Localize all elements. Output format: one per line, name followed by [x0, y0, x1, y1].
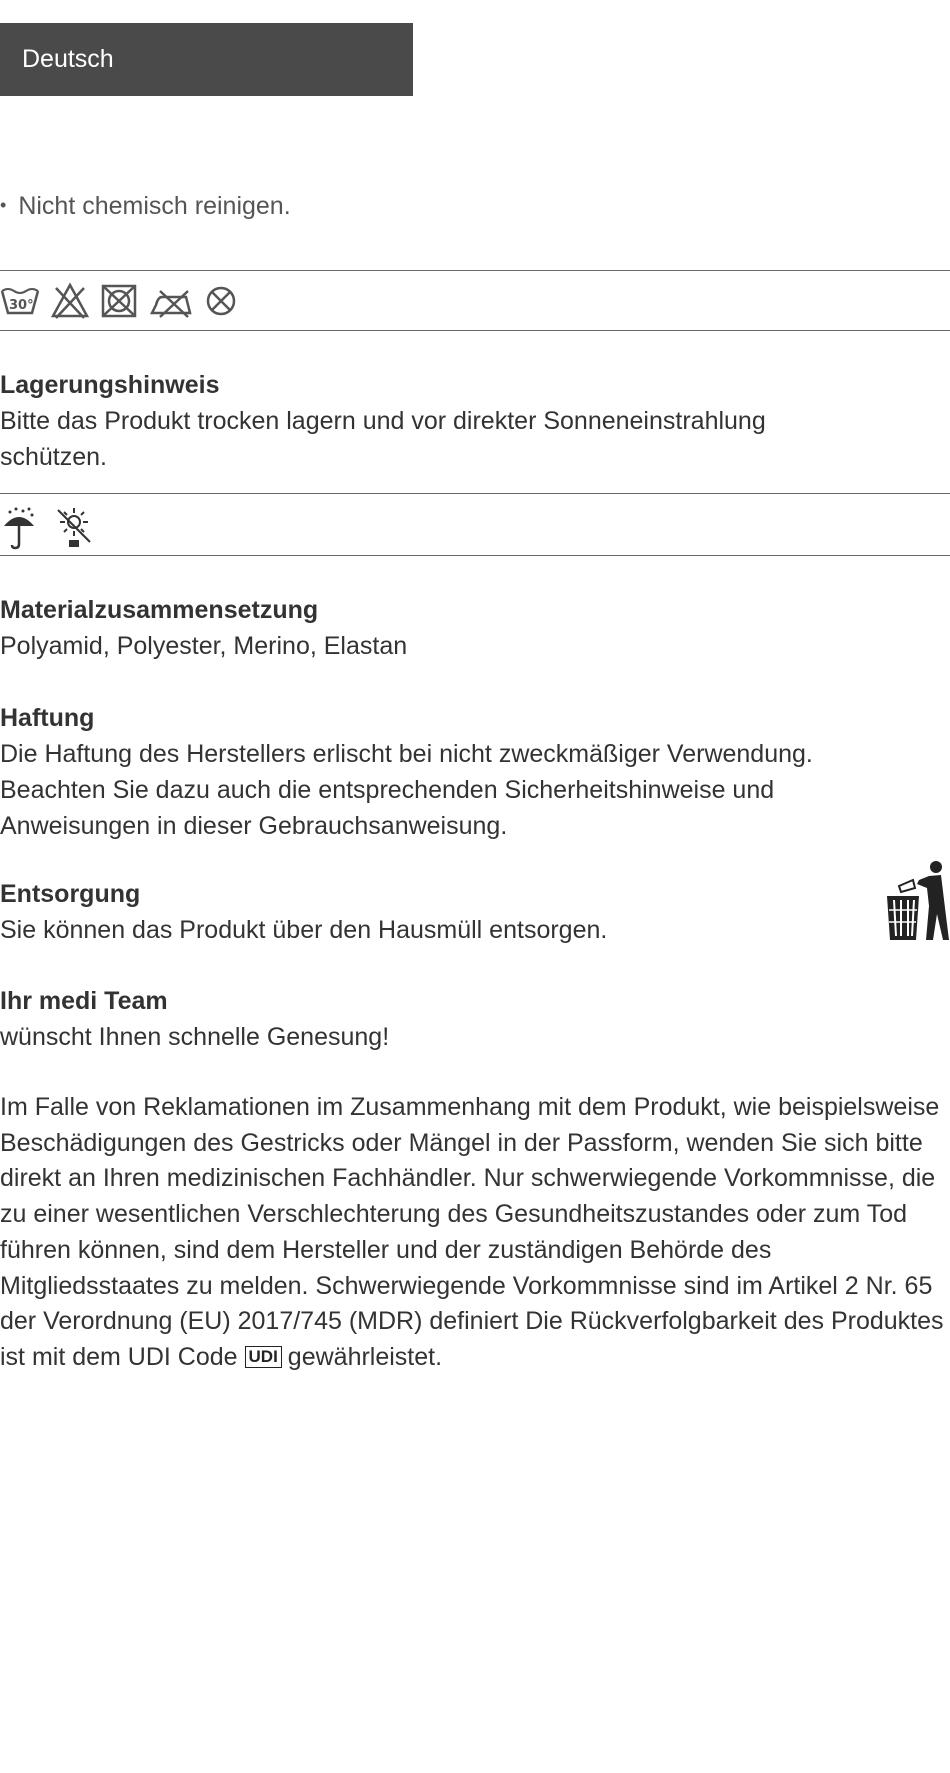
no-dry-clean-icon [204, 284, 238, 318]
material-heading: Materialzusammensetzung [0, 596, 319, 624]
storage-section [0, 367, 940, 475]
storage-symbols [2, 500, 94, 556]
no-bleach-icon [50, 282, 90, 320]
storage-text: Bitte das Produkt trocken lagern und vor direkter Sonneneinstrahlung schützen. [0, 407, 766, 471]
team-text: wünscht Ihnen schnelle Genesung! [0, 1023, 390, 1051]
bullet-dot: • [0, 195, 7, 215]
complaints-text: Im Falle von Reklamationen im Zusammenhang mit dem Produkt, wie beispielsweise Beschädigungen des Gestricks oder Mängel in der Passform, wenden Sie sich bitte direkt an Ihren medizinischen Fachhändler. Nur schwerwiegende Vorkommnisse, die zu einer wesentlichen Verschlechterung des Gesundheitszustandes oder zum Tod führen können, sind dem Hersteller und der zuständigen Behörde des Mitgliedsstaates zu melden. Schwerwiegende Vorkommnisse sind im Artikel 2 Nr. 65 der Verordnung (EU) 2017/745 (MDR) definiert Die Rückverfolgbarkeit des Produktes ist mit dem UDI Code [0, 1093, 944, 1371]
wash-30-icon [0, 283, 40, 319]
disposal-section [0, 876, 940, 948]
keep-away-from-sunlight-icon [54, 506, 94, 550]
complaints-ending: gewährleistet. [287, 1342, 443, 1371]
material-section [0, 592, 940, 664]
disposal-heading: Entsorgung [0, 880, 141, 908]
language-header: Deutsch [0, 23, 413, 96]
tidy-man-trash-icon [883, 858, 949, 942]
no-iron-icon [148, 283, 194, 319]
team-section [0, 983, 940, 1055]
complaints-paragraph [0, 1090, 945, 1376]
keep-dry-icon [2, 506, 36, 550]
divider [0, 555, 950, 556]
liability-text: Die Haftung des Herstellers erlischt bei nicht zweckmäßiger Verwendung. Beachten Sie dazu auch die entsprechenden Sicherheitshinweise und Anweisungen in dieser Gebrauchsanweisung. [0, 740, 813, 840]
storage-heading: Lagerungshinweis [0, 371, 220, 399]
disposal-text: Sie können das Produkt über den Hausmüll entsorgen. [0, 916, 608, 944]
team-heading: Ihr medi Team [0, 987, 168, 1015]
udi-badge: UDI [245, 1346, 282, 1368]
care-symbols [0, 273, 238, 329]
divider [0, 330, 950, 331]
divider [0, 270, 950, 271]
liability-heading: Haftung [0, 704, 95, 732]
svg-text:30°: 30° [9, 298, 34, 313]
material-text: Polyamid, Polyester, Merino, Elastan [0, 632, 408, 660]
care-bullet-text: Nicht chemisch reinigen. [18, 192, 291, 220]
no-tumble-dry-icon [100, 283, 138, 319]
liability-section [0, 700, 940, 844]
divider [0, 493, 950, 494]
care-bullet [0, 192, 291, 221]
